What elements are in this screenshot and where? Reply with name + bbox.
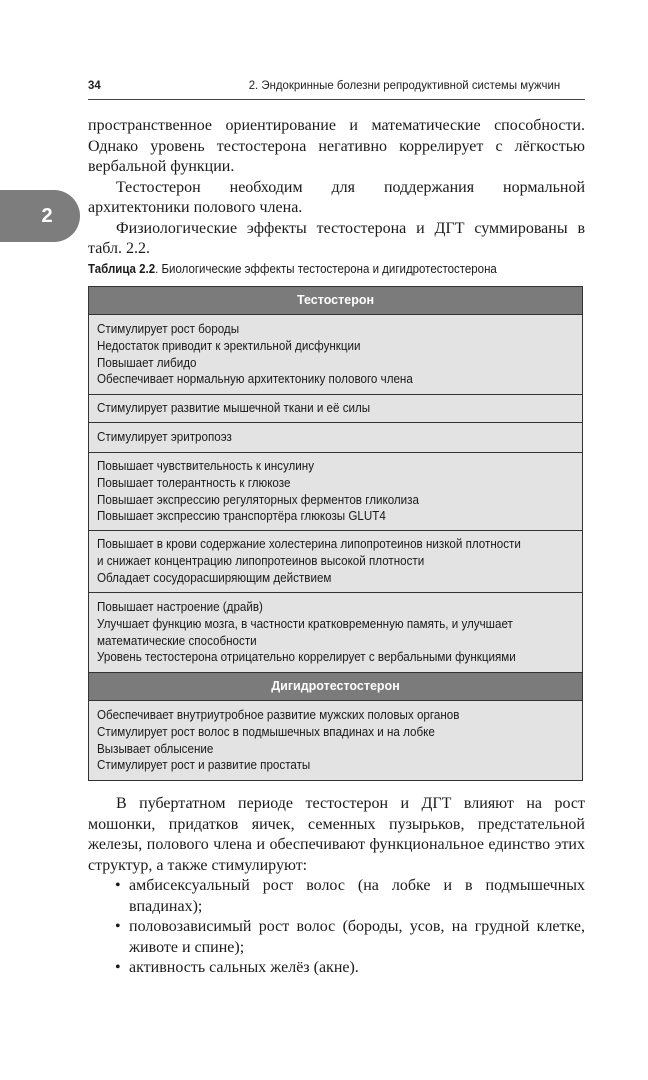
- table-line: Стимулирует рост и развитие простаты: [97, 758, 311, 773]
- effects-table: [88, 286, 583, 781]
- table-line: Повышает толерантность к глюкозе: [97, 475, 291, 490]
- list-item-text: половозависимый рост волос (бороды, усов, на грудной клетке, животе и спине);: [129, 918, 585, 956]
- table-line: Вызывает облысение: [97, 741, 214, 756]
- bullet-icon: •: [115, 918, 121, 935]
- table-cell: [89, 700, 582, 780]
- bullet-icon: •: [115, 877, 121, 894]
- table-cell: [89, 592, 582, 672]
- table-line: Повышает настроение (драйв): [97, 600, 263, 615]
- table-cell: [89, 394, 582, 422]
- running-title: 2. Эндокринные болезни репродуктивной системы мужчин: [248, 78, 561, 92]
- table-line: Повышает экспрессию регуляторных ферментов гликолиза: [97, 492, 419, 507]
- table-cell: [89, 530, 582, 592]
- bullet-icon: •: [115, 959, 121, 976]
- table-caption-label: Таблица 2.2: [88, 262, 156, 276]
- closing-paragraph: В пубертатном периоде тестостерон и ДГТ влияют на рост мошонки, придатков яичек, семенных пузырьков, предстательной железы, полового члена и обеспечивают функциональное единство этих структур, а также стимулируют:: [88, 795, 585, 874]
- table-line: и снижает концентрацию липопротеинов высокой плотности: [97, 554, 425, 569]
- table-line: Стимулирует эритропоэз: [97, 430, 232, 445]
- table-line: Повышает экспрессию транспортёра глюкозы GLUT4: [97, 509, 386, 524]
- bullet-list: [88, 876, 585, 979]
- table-section-header-dht: Дигидротестостерон: [89, 672, 582, 700]
- table-line: Обеспечивает внутриутробное развитие мужских половых органов: [97, 708, 460, 723]
- table-caption: [88, 262, 545, 276]
- table-cell: [89, 452, 582, 530]
- list-item: [88, 958, 585, 979]
- table-line: Уровень тестостерона отрицательно коррелирует с вербальными функциями: [97, 650, 516, 665]
- intro-paragraph: пространственное ориентирование и математические способности. Однако уровень тестостерона негативно коррелирует с лёгкостью вербальной функции.: [88, 117, 585, 175]
- table-cell: [89, 422, 582, 452]
- header-rule: [88, 99, 585, 100]
- table-cell: [89, 314, 582, 394]
- table-line: Недостаток приводит к эректильной дисфункции: [97, 338, 361, 353]
- list-item-text: активность сальных желёз (акне).: [129, 959, 359, 976]
- list-item: [88, 876, 585, 917]
- table-line: Повышает либидо: [97, 355, 197, 370]
- table-line: Стимулирует рост бороды: [97, 322, 240, 337]
- table-line: Повышает чувствительность к инсулину: [97, 459, 315, 474]
- table-line: Улучшает функцию мозга, в частности кратковременную память, и улучшает: [97, 616, 513, 631]
- list-item-text: амбисексуальный рост волос (на лобке и в подмышечных впадинах);: [129, 877, 585, 915]
- intro-paragraph: Физиологические эффекты тестостерона и ДГТ суммированы в табл. 2.2.: [88, 219, 585, 257]
- table-line: Обеспечивает нормальную архитектонику полового члена: [97, 372, 413, 387]
- table-line: Повышает в крови содержание холестерина липопротеинов низкой плотности: [97, 537, 521, 552]
- table-line: Обладает сосудорасширяющим действием: [97, 570, 332, 585]
- running-head: [88, 78, 560, 92]
- table-section-header-testosterone: Тестостерон: [89, 287, 582, 314]
- table-line: Стимулирует рост волос в подмышечных впадинах и на лобке: [97, 724, 435, 739]
- closing-text: [88, 794, 585, 979]
- page-number: 34: [88, 78, 101, 92]
- table-line: Стимулирует развитие мышечной ткани и её силы: [97, 401, 371, 416]
- list-item: [88, 917, 585, 958]
- intro-text: [88, 116, 585, 260]
- intro-paragraph: Тестостерон необходим для поддержания нормальной архитектоники полового члена.: [88, 178, 585, 216]
- chapter-tab: 2: [0, 190, 80, 242]
- table-line: математические способности: [97, 633, 257, 648]
- table-caption-text: . Биологические эффекты тестостерона и дигидротестостерона: [155, 262, 497, 276]
